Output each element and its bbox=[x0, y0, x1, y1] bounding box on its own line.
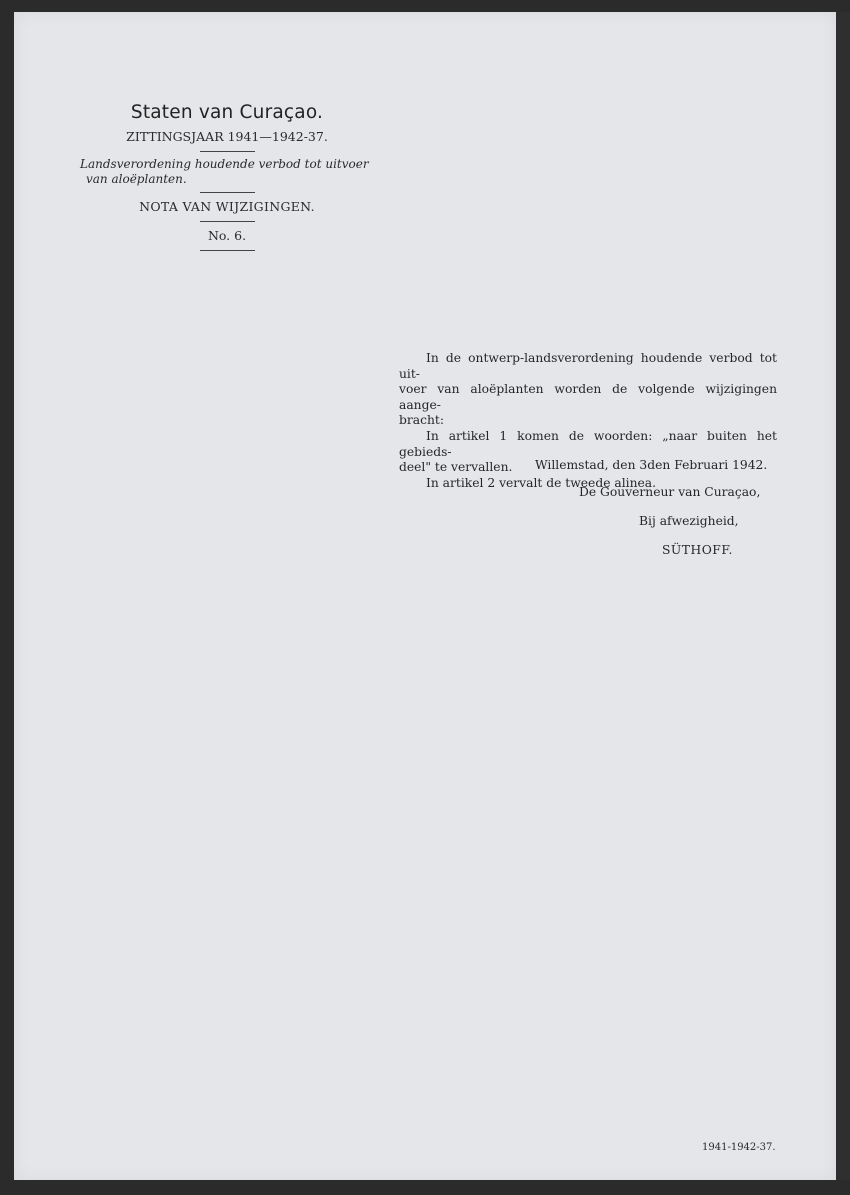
body-line: voer van aloëplanten worden de volgende wijzigingen aange- bbox=[399, 382, 777, 412]
nota-heading: NOTA VAN WIJZIGINGEN. bbox=[139, 199, 315, 214]
absence-note: Bij afwezigheid, bbox=[639, 514, 739, 528]
subject-line-1: Landsverordening houdende verbod tot uitvoer bbox=[80, 157, 369, 171]
footer-code: 1941-1942-37. bbox=[702, 1142, 776, 1153]
session-year: ZITTINGSJAAR 1941—1942-37. bbox=[126, 129, 328, 144]
place-date: Willemstad, den 3den Februari 1942. bbox=[535, 458, 768, 472]
body-line: deel" te vervallen. bbox=[399, 460, 513, 475]
signatory-office: De Gouverneur van Curaçao, bbox=[579, 485, 761, 499]
document-page bbox=[14, 12, 836, 1180]
body-line: In artikel 2 vervalt de tweede alinea. bbox=[426, 475, 657, 490]
divider bbox=[200, 151, 255, 152]
document-title: Staten van Curaçao. bbox=[130, 102, 324, 123]
subject-line-2: van aloëplanten. bbox=[86, 172, 187, 186]
signatory-name: SÜTHOFF. bbox=[662, 543, 733, 557]
body-line: In de ontwerp-landsverordening houdende verbod tot uit- bbox=[399, 351, 777, 381]
document-header bbox=[62, 100, 392, 256]
divider bbox=[200, 250, 255, 251]
body-line: bracht: bbox=[399, 413, 444, 428]
divider bbox=[200, 221, 255, 222]
scan-border bbox=[836, 12, 850, 1180]
body-line: In artikel 1 komen de woorden: „naar buiten het gebieds- bbox=[399, 428, 777, 459]
subject bbox=[80, 157, 392, 187]
document-number: No. 6. bbox=[207, 228, 247, 243]
divider bbox=[200, 192, 255, 193]
